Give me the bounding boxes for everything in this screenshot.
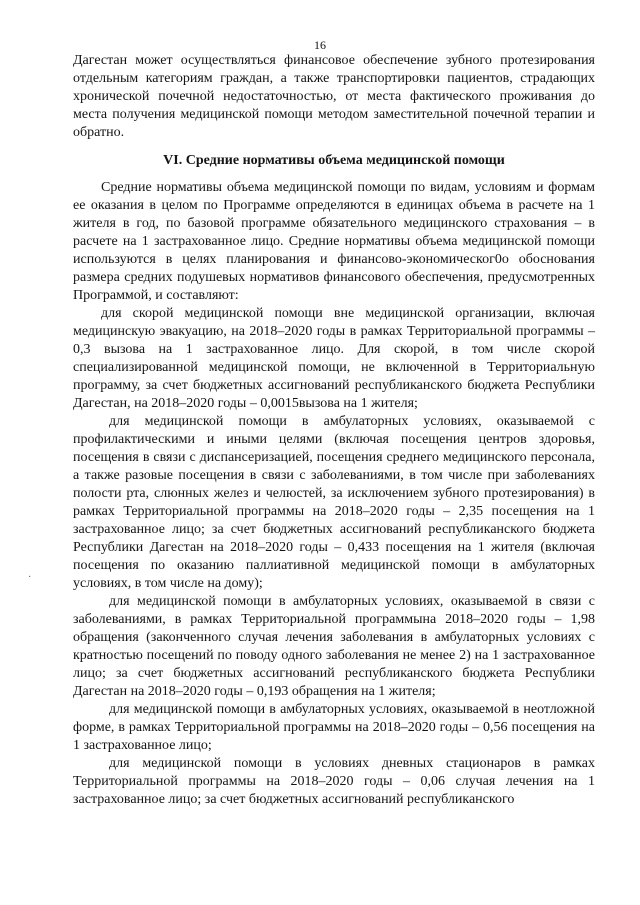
page-number: 16	[314, 38, 326, 52]
paragraph-emergency-care: для скорой медицинской помощи вне медицинской организации, включая медицинскую эвакуацию, на 2018–2020 годы в рамках Территориальной программы – 0,3 вызова на 1 застрахованное лицо. Для скорой, в том числе скорой специализированной медицинской помощи, не включенной в Территориальную программу, за счет бюджетных ассигнований республиканского бюджета Республики Дагестан, на 2018–2020 годы – 0,0015вызова на 1 жителя;	[73, 306, 595, 411]
margin-mark: ·	[28, 572, 32, 583]
document-body	[73, 52, 595, 809]
paragraph-outpatient-prophylactic: для медицинской помощи в амбулаторных условиях, оказываемой с профилактическими и иными целями (включая посещения центров здоровья, посещения в связи с диспансеризацией, посещения среднего медицинского персонала, а также разовые посещения в связи с заболеваниями, в том числе при заболеваниях полости рта, слюнных желез и челюстей, за исключением зубного протезирования) в рамках Территориальной программы на 2018–2020 годы – 2,35 посещения на 1 застрахованное лицо; за счет бюджетных ассигнований республиканского бюджета Республики Дагестан на 2018–2020 годы – 0,433 посещения на 1 жителя (включая посещения по оказанию паллиативной медицинской помощи в амбулаторных условиях, в том числе на дому);	[73, 414, 595, 591]
paragraph-norms-general: Средние нормативы объема медицинской помощи по видам, условиям и формам ее оказания в целом по Программе определяются в единицах объема в расчете на 1 жителя в год, по базовой программе обязательного медицинского страхования – в расчете на 1 застрахованное лицо. Средние нормативы объема медицинской помощи используются в целях планирования и финансово-экономическог0о обоснования размера средних подушевых нормативов финансового обеспечения, предусмотренных Программой, и составляют:	[73, 180, 595, 303]
paragraph-day-hospital: для медицинской помощи в условиях дневных стационаров в рамках Территориальной программы на 2018–2020 годы – 0,06 случая лечения на 1 застрахованное лицо; за счет бюджетных ассигнований республиканского	[73, 756, 595, 807]
paragraph-outpatient-disease: для медицинской помощи в амбулаторных условиях, оказываемой в связи с заболеваниями, в рамках Территориальной программына 2018–2020 годы – 1,98 обращения (законченного случая лечения заболевания в амбулаторных условиях с кратностью посещений по поводу одного заболевания не менее 2) на 1 застрахованное лицо; за счет бюджетных ассигнований республиканского бюджета Республики Дагестан на 2018–2020 годы – 0,193 обращения на 1 жителя;	[73, 594, 595, 699]
section-heading: VI. Средние нормативы объема медицинской помощи	[163, 153, 505, 168]
intro-paragraph: Дагестан может осуществляться финансовое обеспечение зубного протезирования отдельным категориям граждан, а также транспортировки пациентов, страдающих хронической почечной недостаточностью, от места фактического проживания до места получения медицинской помощи методом заместительной почечной терапии и обратно.	[73, 53, 595, 140]
paragraph-outpatient-urgent: для медицинской помощи в амбулаторных условиях, оказываемой в неотложной форме, в рамках Территориальной программы на 2018–2020 годы – 0,56 посещения на 1 застрахованное лицо;	[73, 702, 595, 753]
